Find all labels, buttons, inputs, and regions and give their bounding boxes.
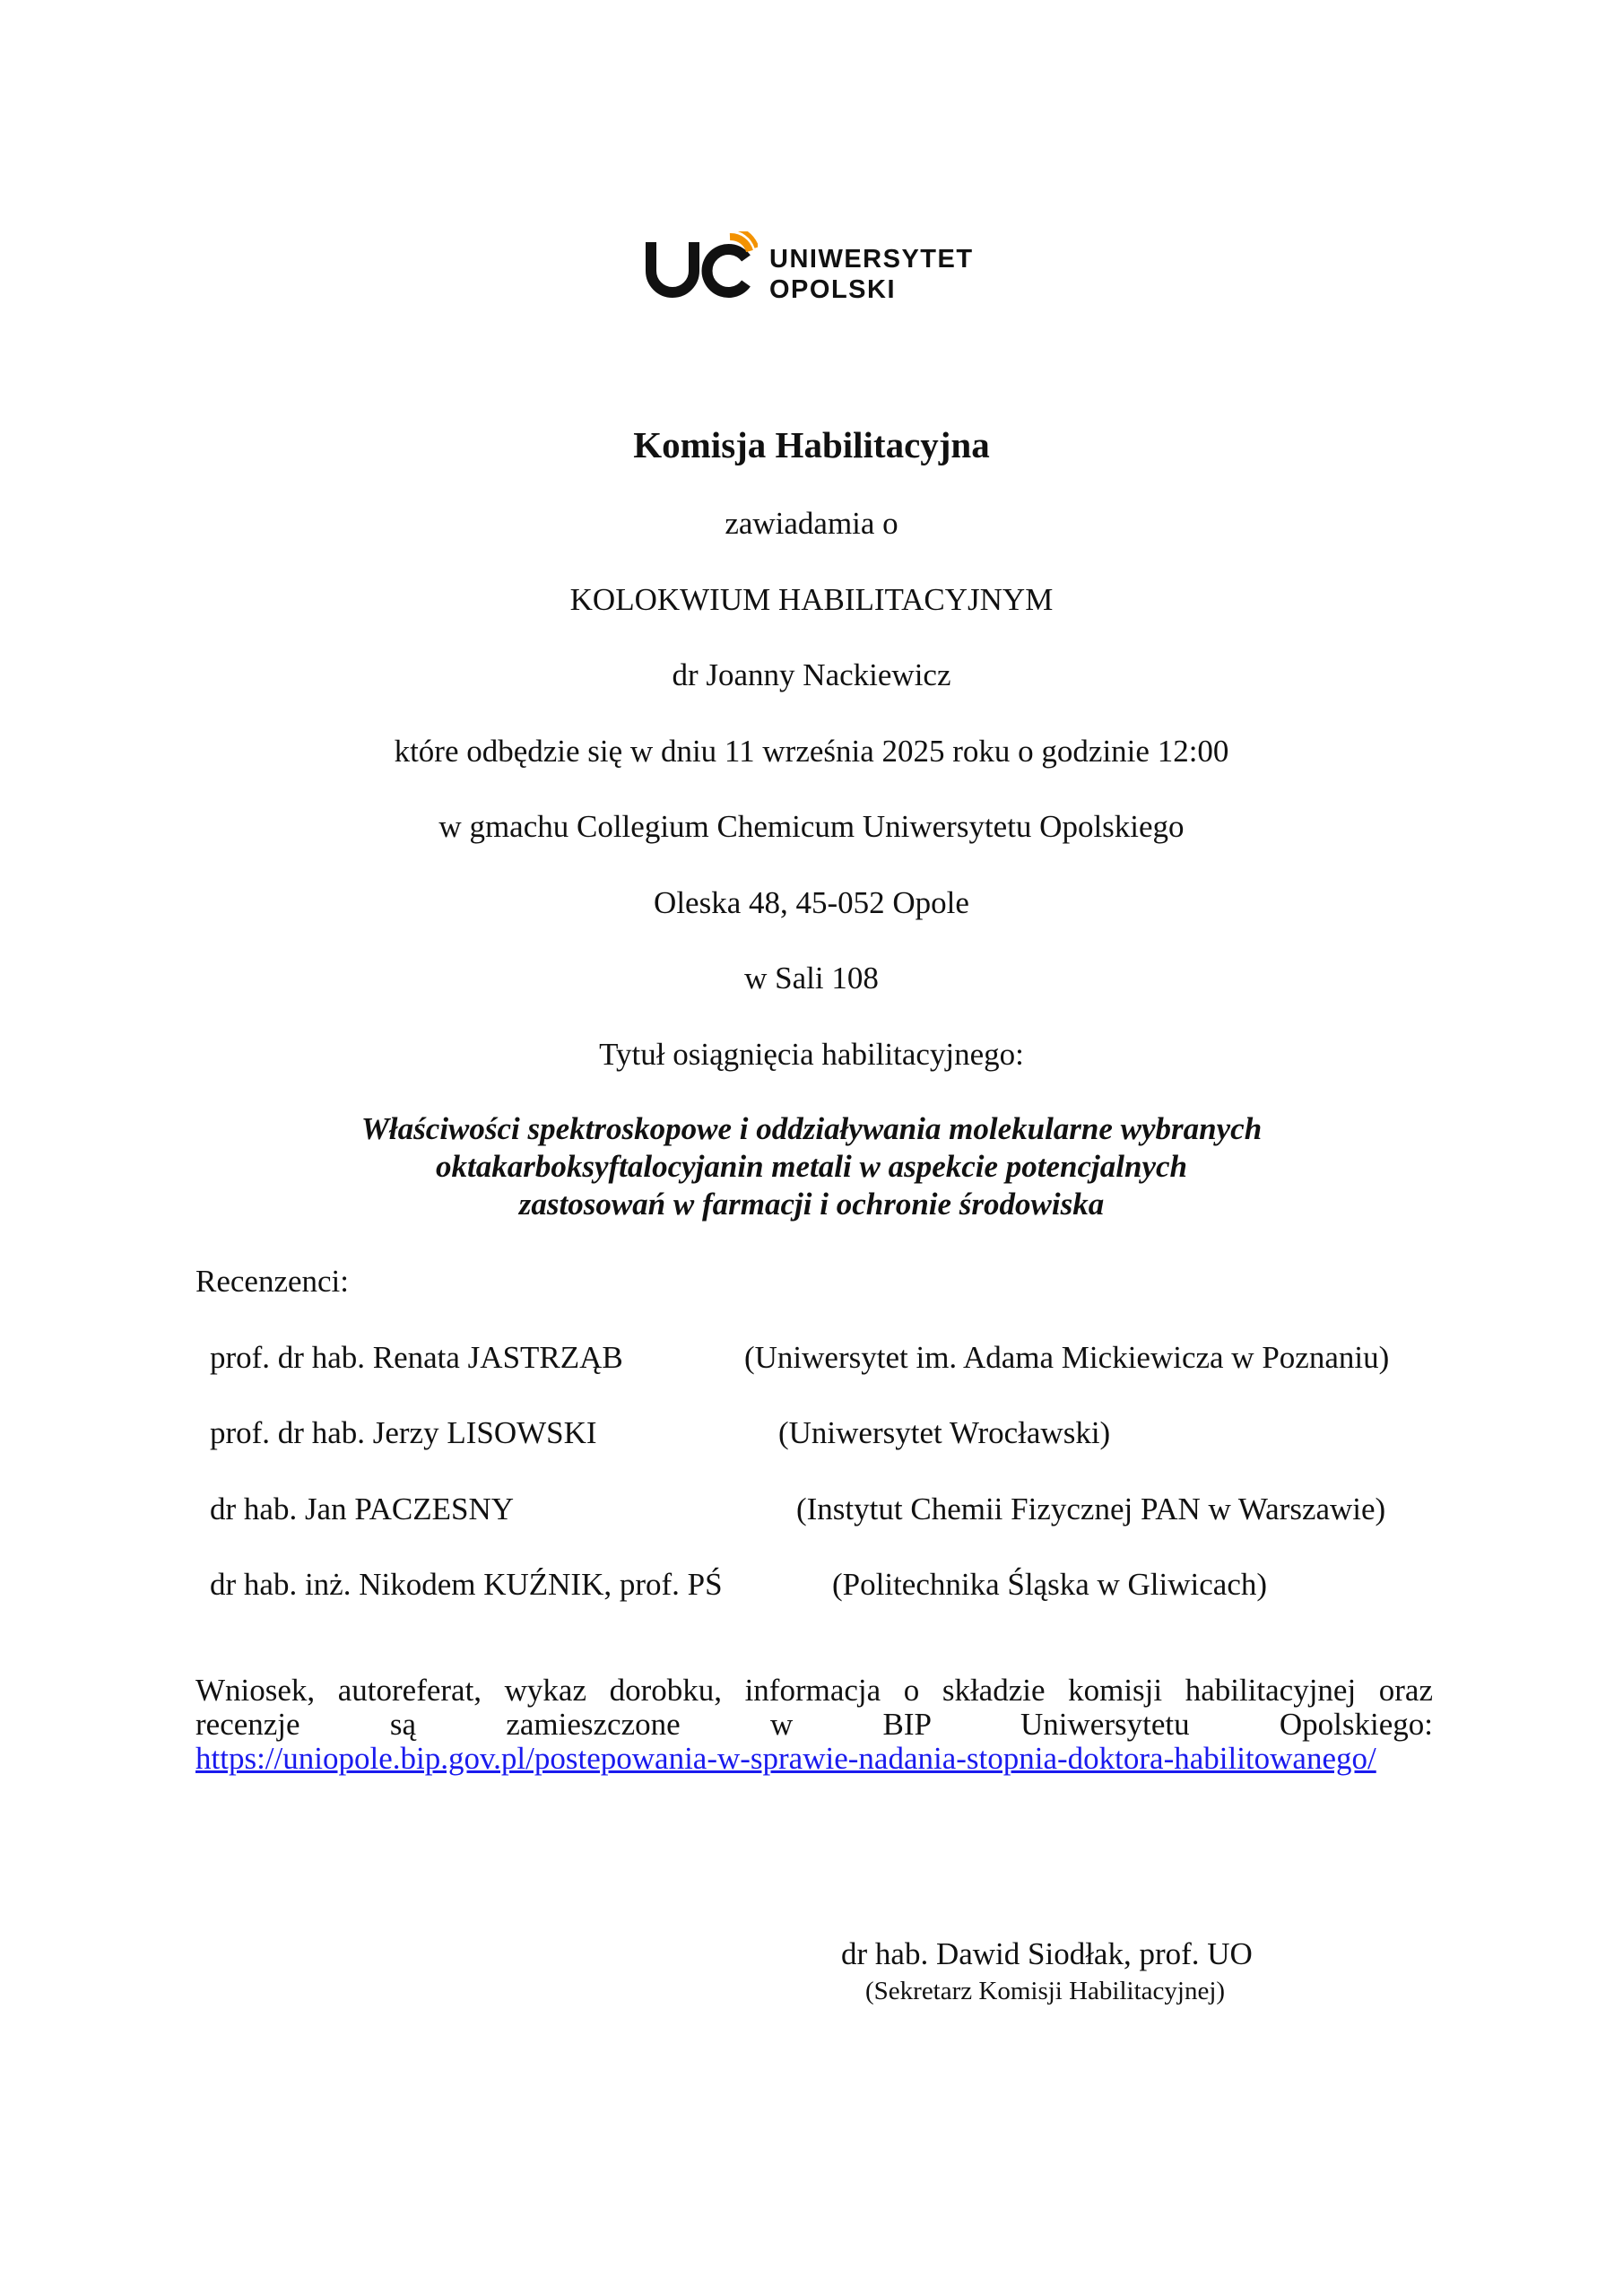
reviewer-name: dr hab. Jan PACZESNY bbox=[210, 1492, 514, 1526]
date-line: które odbędzie się w dniu 11 września 2025 roku o godzinie 12:00 bbox=[394, 734, 1229, 769]
reviewer-affiliation: (Politechnika Śląska w Gliwicach) bbox=[832, 1567, 1268, 1602]
page-title: Komisja Habilitacyjna bbox=[633, 424, 990, 465]
info-paragraph bbox=[195, 1674, 1433, 1776]
achievement-title bbox=[269, 1110, 1354, 1223]
reviewer-affiliation: (Uniwersytet im. Adama Mickiewicza w Poznaniu) bbox=[744, 1340, 1390, 1375]
signatory-name: dr hab. Dawid Siodłak, prof. UO bbox=[841, 1936, 1253, 1971]
room-line: w Sali 108 bbox=[744, 961, 879, 996]
event-name: KOLOKWIUM HABILITACYJNYM bbox=[569, 582, 1054, 617]
address-line: Oleska 48, 45-052 Opole bbox=[654, 885, 969, 920]
logo-name-line2: OPOLSKI bbox=[769, 275, 897, 304]
achievement-title-line: zastosowań w farmacji i ochronie środowiska bbox=[518, 1187, 1105, 1222]
achievement-title-line: oktakarboksyftalocyjanin metali w aspekcie potencjalnych bbox=[436, 1149, 1187, 1184]
achievement-label: Tytuł osiągnięcia habilitacyjnego: bbox=[599, 1037, 1024, 1072]
reviewer-name: prof. dr hab. Renata JASTRZĄB bbox=[210, 1340, 623, 1375]
announces-text: zawiadamia o bbox=[725, 506, 898, 541]
university-logo bbox=[646, 231, 1004, 321]
candidate-name: dr Joanny Nackiewicz bbox=[672, 657, 951, 692]
achievement-title-line: Właściwości spektroskopowe i oddziaływania molekularne wybranych bbox=[360, 1111, 1263, 1146]
uo-logo-icon bbox=[646, 231, 758, 303]
logo-name-line1: UNIWERSYTET bbox=[769, 245, 974, 274]
reviewer-affiliation: (Instytut Chemii Fizycznej PAN w Warszawie) bbox=[796, 1492, 1386, 1526]
reviewer-name: dr hab. inż. Nikodem KUŹNIK, prof. PŚ bbox=[210, 1567, 723, 1602]
reviewer-affiliation: (Uniwersytet Wrocławski) bbox=[778, 1415, 1111, 1450]
info-line-1: Wniosek, autoreferat, wykaz dorobku, informacja o składzie komisji habilitacyjnej oraz bbox=[195, 1673, 1433, 1708]
reviewer-name: prof. dr hab. Jerzy LISOWSKI bbox=[210, 1415, 597, 1450]
signatory-role: (Sekretarz Komisji Habilitacyjnej) bbox=[865, 1977, 1226, 2005]
info-line-2: recenzje są zamieszczone w BIP Uniwersytetu Opolskiego: bbox=[195, 1707, 1433, 1742]
venue-line: w gmachu Collegium Chemicum Uniwersytetu Opolskiego bbox=[438, 809, 1185, 844]
bip-link[interactable]: https://uniopole.bip.gov.pl/postepowania-w-sprawie-nadania-stopnia-doktora-habilitowanego/ bbox=[195, 1741, 1376, 1776]
reviewers-label: Recenzenci: bbox=[195, 1264, 350, 1299]
